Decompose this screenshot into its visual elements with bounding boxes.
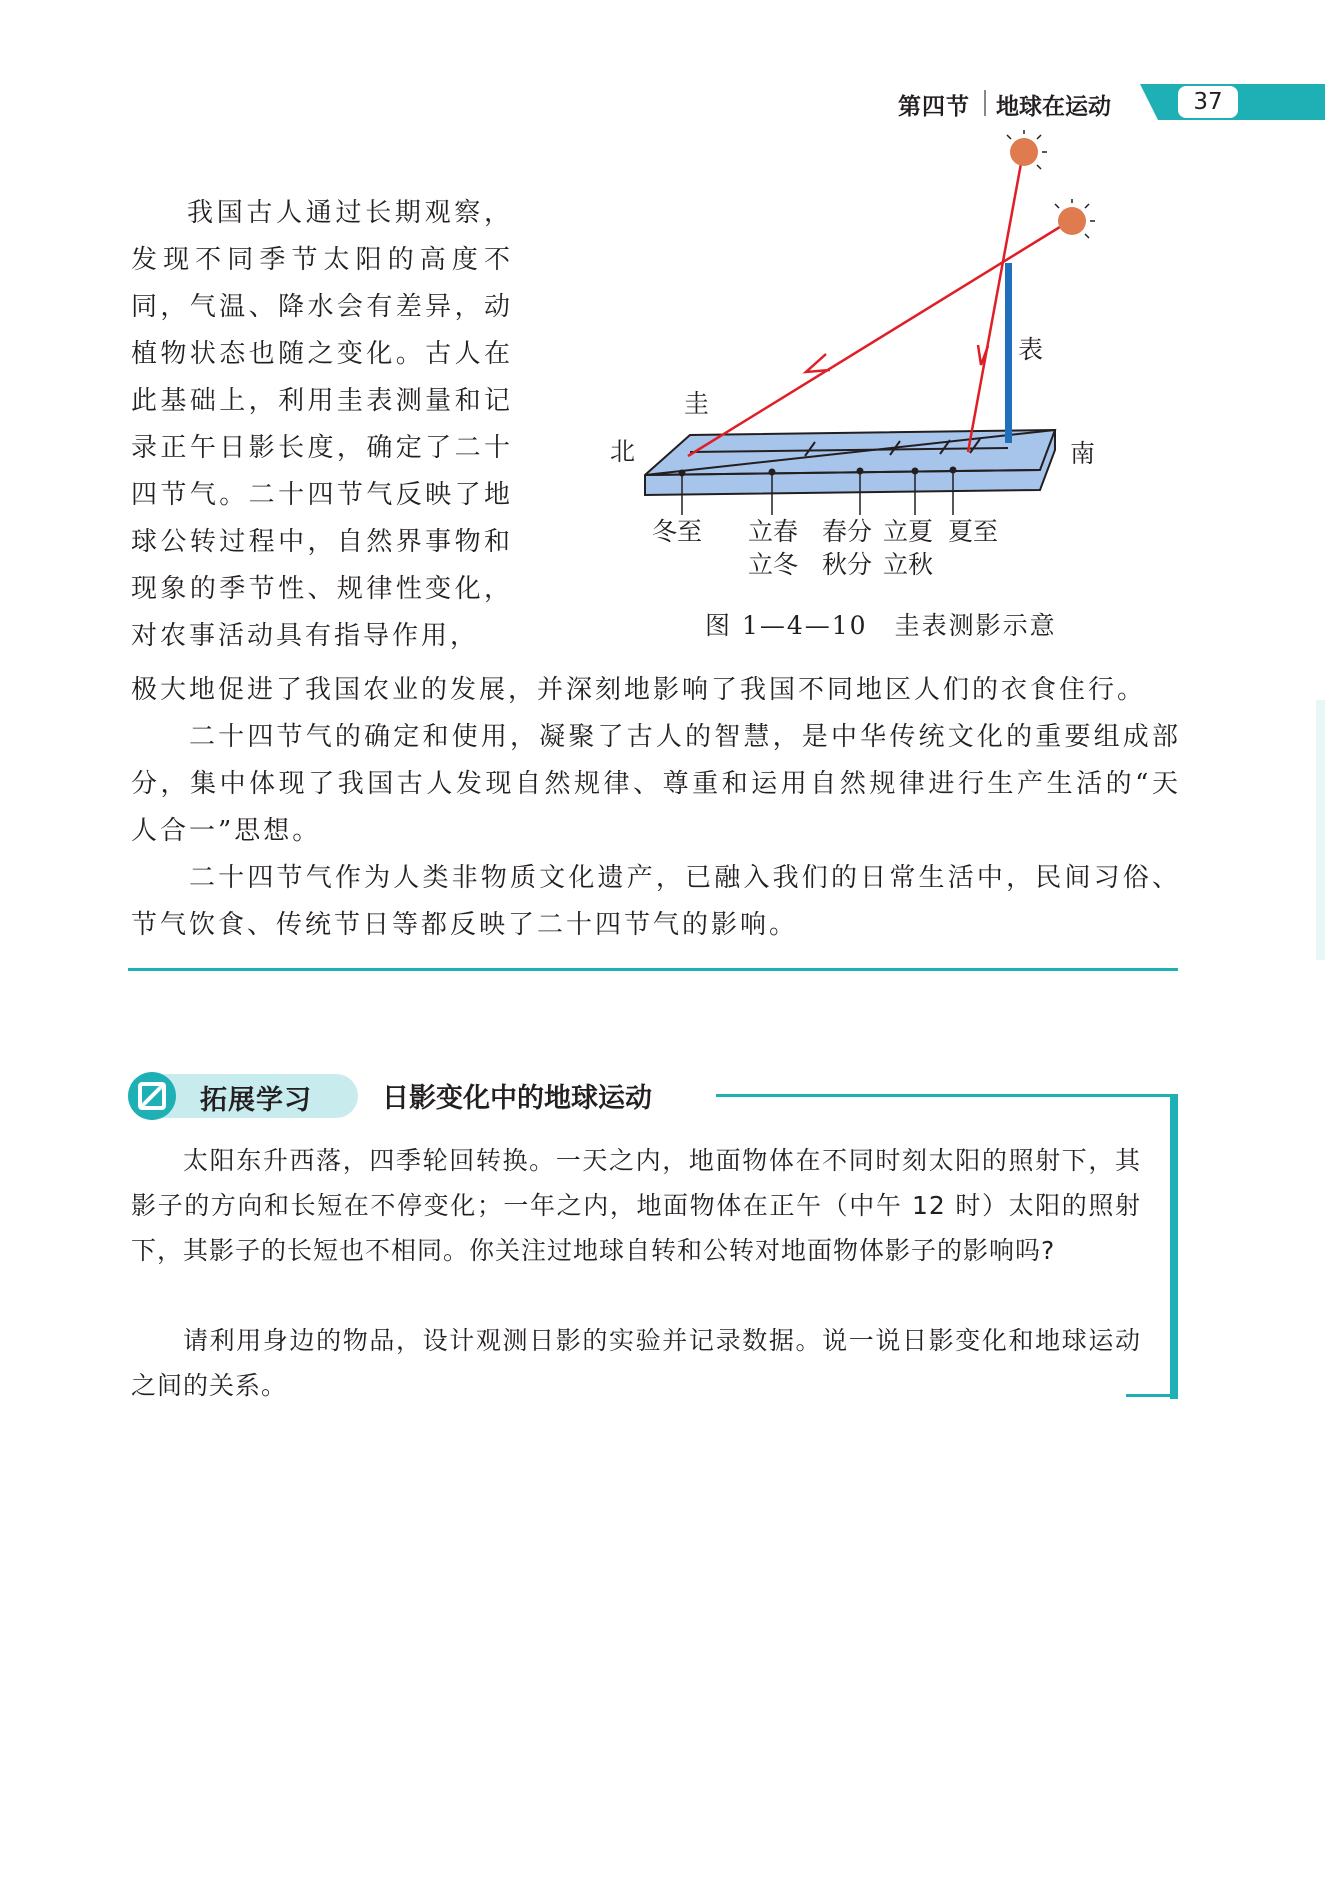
extension-paragraph-1: 太阳东升西落，四季轮回转换。一天之内，地面物体在不同时刻太阳的照射下，其影子的方向和长短在不停变化；一年之内，地面物体在正午（中午 12 时）太阳的照射下，其影子的长短也不相同。你关注过地球自转和公转对地面物体影子的影响吗? <box>131 1146 1141 1265</box>
running-header <box>0 84 1325 124</box>
paragraph-1: 我国古人通过长期观察，发现不同季节太阳的高度不同，气温、降水会有差异，动植物状态也随之变化。古人在此基础上，利用圭表测量和记录正午日影长度，确定了二十四节气。二十四节气反映了地球公转过程中，自然界事物和现象的季节性、规律性变化，对农事活动具有指导作用， <box>131 198 513 651</box>
term-winter-solstice: 冬至 <box>652 517 703 546</box>
winter-sun-icon <box>1055 199 1095 238</box>
gui-biao-diagram <box>600 130 1120 650</box>
page-edge-tab <box>1316 700 1325 960</box>
paragraph-3: 二十四节气作为人类非物质文化遗产，已融入我们的日常生活中，民间习俗、节气饮食、传统节日等都反映了二十四节气的影响。 <box>131 863 1181 940</box>
term-autumn-equinox: 秋分 <box>822 550 873 579</box>
chapter-title: 地球在运动 <box>996 94 1111 120</box>
winter-ray-arrow <box>806 354 830 372</box>
extension-badge <box>128 1072 356 1120</box>
term-lidong: 立冬 <box>748 550 799 579</box>
page-number: 37 <box>1178 86 1238 118</box>
paragraph-2: 二十四节气的确定和使用，凝聚了古人的智慧，是中华传统文化的重要组成部分，集中体现了我国古人发现自然规律、尊重和运用自然规律进行生产生活的“天人合一”思想。 <box>131 722 1181 846</box>
gui-biao-figure <box>600 130 1120 650</box>
section-divider <box>128 968 1178 971</box>
north-label: 北 <box>610 437 636 466</box>
term-liqiu: 立秋 <box>883 550 934 579</box>
extension-frame-right <box>1170 1094 1178 1399</box>
gui-board-top <box>645 430 1055 495</box>
gui-label: 圭 <box>684 389 710 418</box>
biao-label: 表 <box>1018 335 1044 364</box>
biao-pole <box>1005 263 1012 443</box>
paragraph-1-continued: 极大地促进了我国农业的发展，并深刻地影响了我国不同地区人们的衣食住行。 <box>131 675 1147 705</box>
header-divider <box>984 90 986 116</box>
section-label: 第四节 <box>898 94 970 120</box>
pencil-ruler-icon <box>128 1072 176 1120</box>
extension-frame-top <box>716 1094 1176 1097</box>
summer-sun-icon <box>1007 130 1047 169</box>
extension-title: 日影变化中的地球运动 <box>382 1083 652 1114</box>
figure-caption: 图 1—4—10 圭表测影示意 <box>705 611 1057 640</box>
term-summer-solstice: 夏至 <box>948 517 999 546</box>
term-lichun: 立春 <box>748 517 799 546</box>
south-label: 南 <box>1070 439 1096 468</box>
term-lixia: 立夏 <box>883 517 934 546</box>
extension-label: 拓展学习 <box>200 1085 312 1116</box>
term-spring-equinox: 春分 <box>822 517 873 546</box>
summer-ray <box>968 158 1022 452</box>
extension-paragraph-2: 请利用身边的物品，设计观测日影的实验并记录数据。说一说日影变化和地球运动之间的关系。 <box>131 1326 1141 1400</box>
